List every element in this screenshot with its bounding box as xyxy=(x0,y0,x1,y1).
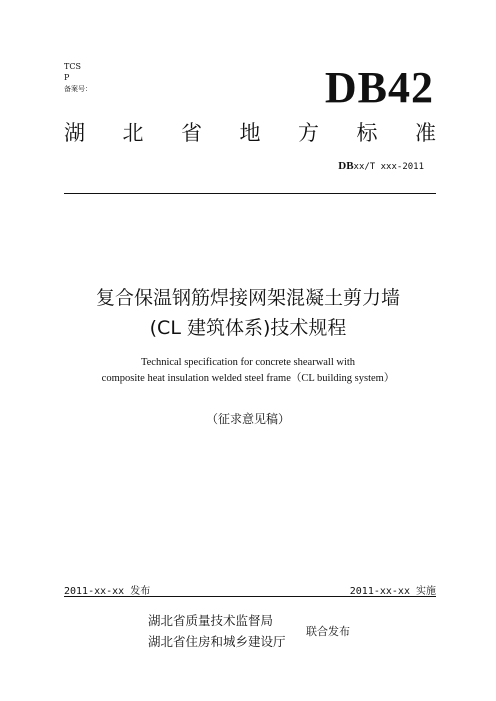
header-divider xyxy=(64,193,436,194)
title-char: 北 xyxy=(122,121,144,145)
issue-date: 2011-xx-xx 发布 xyxy=(64,586,151,597)
title-char: 准 xyxy=(415,121,436,145)
standard-type-title xyxy=(64,120,436,146)
title-char: 方 xyxy=(298,121,319,145)
joint-release-label: 联合发布 xyxy=(306,625,350,638)
standard-code xyxy=(338,160,424,172)
ics-code: TCS xyxy=(64,62,81,71)
classification-code: P xyxy=(64,73,70,82)
title-char: 地 xyxy=(239,121,261,145)
issuing-org-1: 湖北省质量技术监督局 xyxy=(148,613,274,628)
record-number-label: 备案号： xyxy=(64,85,92,93)
draft-status: （征求意见稿） xyxy=(205,412,290,426)
standard-code-prefix: DB xyxy=(338,160,354,172)
standard-code-rest: xx/T xxx-2011 xyxy=(353,162,424,172)
title-zh-line1: 复合保温钢筋焊接网架混凝土剪力墙 xyxy=(95,287,400,309)
implementation-date: 2011-xx-xx 实施 xyxy=(349,586,436,597)
title-en-line2: composite heat insulation welded steel frame（CL building system） xyxy=(101,373,395,384)
title-en-line1: Technical specification for concrete shearwall with xyxy=(140,357,356,368)
issuing-org-2: 湖北省住房和城乡建设厅 xyxy=(148,634,286,649)
title-char: 湖 xyxy=(64,121,85,145)
footer-divider xyxy=(64,596,436,597)
standard-mark: DB42 xyxy=(324,63,434,112)
title-zh-line2: (CL 建筑体系)技术规程 xyxy=(149,317,347,339)
title-char: 省 xyxy=(181,121,202,145)
title-char: 标 xyxy=(356,121,378,145)
